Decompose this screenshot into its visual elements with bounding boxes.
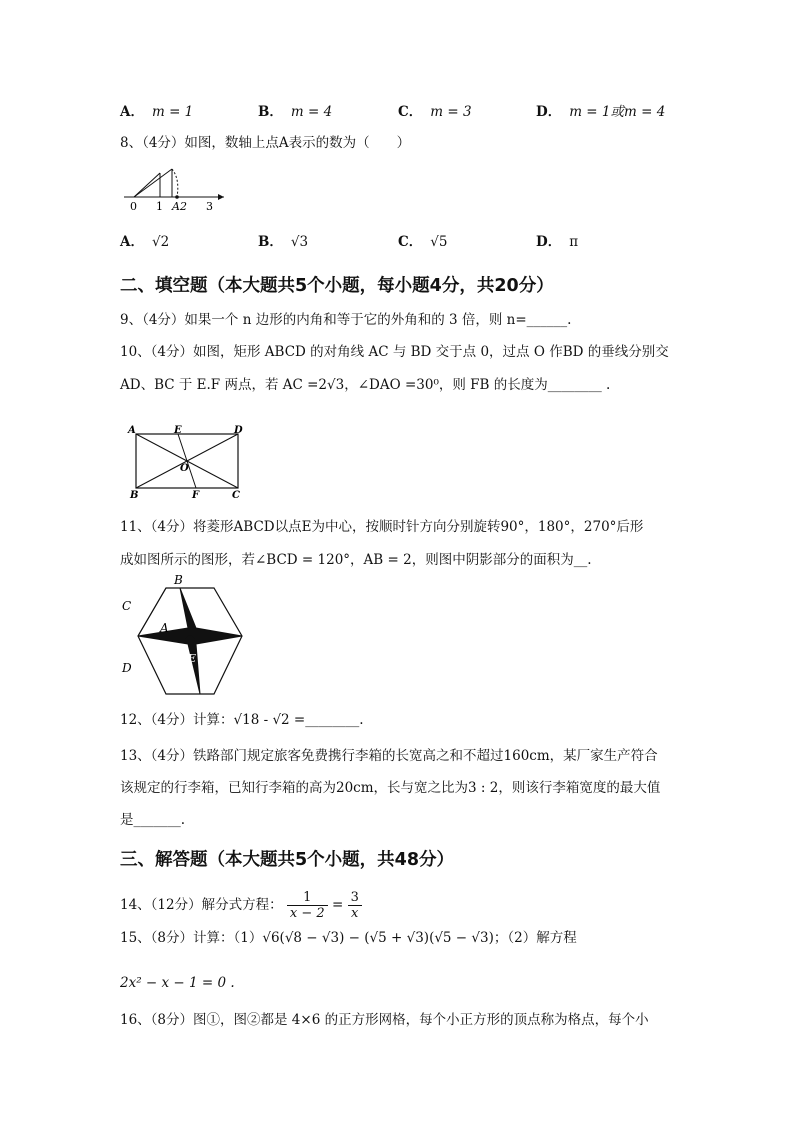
q8-tick-0: 0 [130,200,137,213]
q13-line1: 13、（4分）铁路部门规定旅客免费携行李箱的长宽高之和不超过160cm，某厂家生产符合 [120,748,658,764]
q8-tick-1: 1 [156,200,163,213]
q8-option-d: D． π [536,234,579,250]
q7-option-c: C． m = 3 [398,104,472,120]
q9-text: 9、（4分）如果一个 n 边形的内角和等于它的外角和的 3 倍，则 n=______. [120,312,572,328]
q16-text: 16、（8分）图①，图②都是 4×6 的正方形网格，每个小正方形的顶点称为格点，每个小 [120,1012,649,1028]
svg-text:B: B [174,574,183,587]
q15-line1: 15、（8分）计算：（1）√6(√8 − √3) − (√5 + √3)(√5 − √3)；（2）解方程 [120,930,577,946]
q8-tick-a2: A2 [172,200,187,213]
q8-number-line-figure [120,165,230,215]
svg-text:C: C [122,599,132,613]
svg-text:D: D [122,661,132,675]
q14-lhs-fraction: $\frac{1}{x - 2}$ [287,890,328,921]
svg-text:E: E [188,652,197,665]
q8-tick-3: 3 [206,200,213,213]
q8-stem: 8、（4分）如图，数轴上点A表示的数为（ ） [120,135,411,151]
svg-text:B: B [130,490,139,500]
svg-text:A: A [160,621,169,635]
svg-text:O: O [180,463,189,474]
q10-line1: 10、（4分）如图，矩形 ABCD 的对角线 AC 与 BD 交于点 0，过点 O 作BD 的垂线分别交 [120,344,669,360]
svg-text:C: C [232,490,240,500]
q7-option-d: D． m = 1或m = 4 [536,104,666,120]
q14-rhs-fraction: $\frac{3}{x}$ [348,890,362,921]
q12-text: 12、（4分）计算：√18 - √2 =________. [120,712,364,728]
q11-line1: 11、（4分）将菱形ABCD以点E为中心，按顺时针方向分别旋转90°，180°，270°后形 [120,519,644,535]
q13-line2: 该规定的行李箱，已知行李箱的高为20cm，长与宽之比为3 : 2，则该行李箱宽度的最大值 [120,780,661,796]
q10-rectangle-figure [126,424,248,500]
svg-text:D: D [234,425,243,436]
q15-line2: 2x² − x − 1 = 0 . [120,975,235,991]
q8-option-b: B． √3 [258,234,309,250]
q13-line3: 是_______. [120,812,186,828]
q11-rhombus-figure [118,574,248,702]
q14-line: 14、（12分）解分式方程： $\frac{1}{x - 2}$ = $\frac{3}{x}$ [120,885,362,925]
q11-line2: 成如图所示的图形，若∠BCD = 120°，AB = 2，则图中阴影部分的面积为__. [120,552,592,568]
svg-text:F: F [192,490,200,500]
section-3-heading: 三、解答题（本大题共5个小题，共48分） [120,850,455,870]
q8-option-a: A． √2 [120,234,170,250]
svg-text:A: A [128,425,136,436]
section-2-heading: 二、填空题（本大题共5个小题，每小题4分，共20分） [120,276,554,296]
q7-option-a: A． m = 1 [120,104,194,120]
q8-option-c: C． √5 [398,234,448,250]
q7-option-b: B． m = 4 [258,104,333,120]
q10-line2: AD、BC 于 E.F 两点，若 AC =2√3，∠DAO =30⁰，则 FB 的长度为________ . [120,377,611,393]
svg-text:E: E [174,425,182,436]
